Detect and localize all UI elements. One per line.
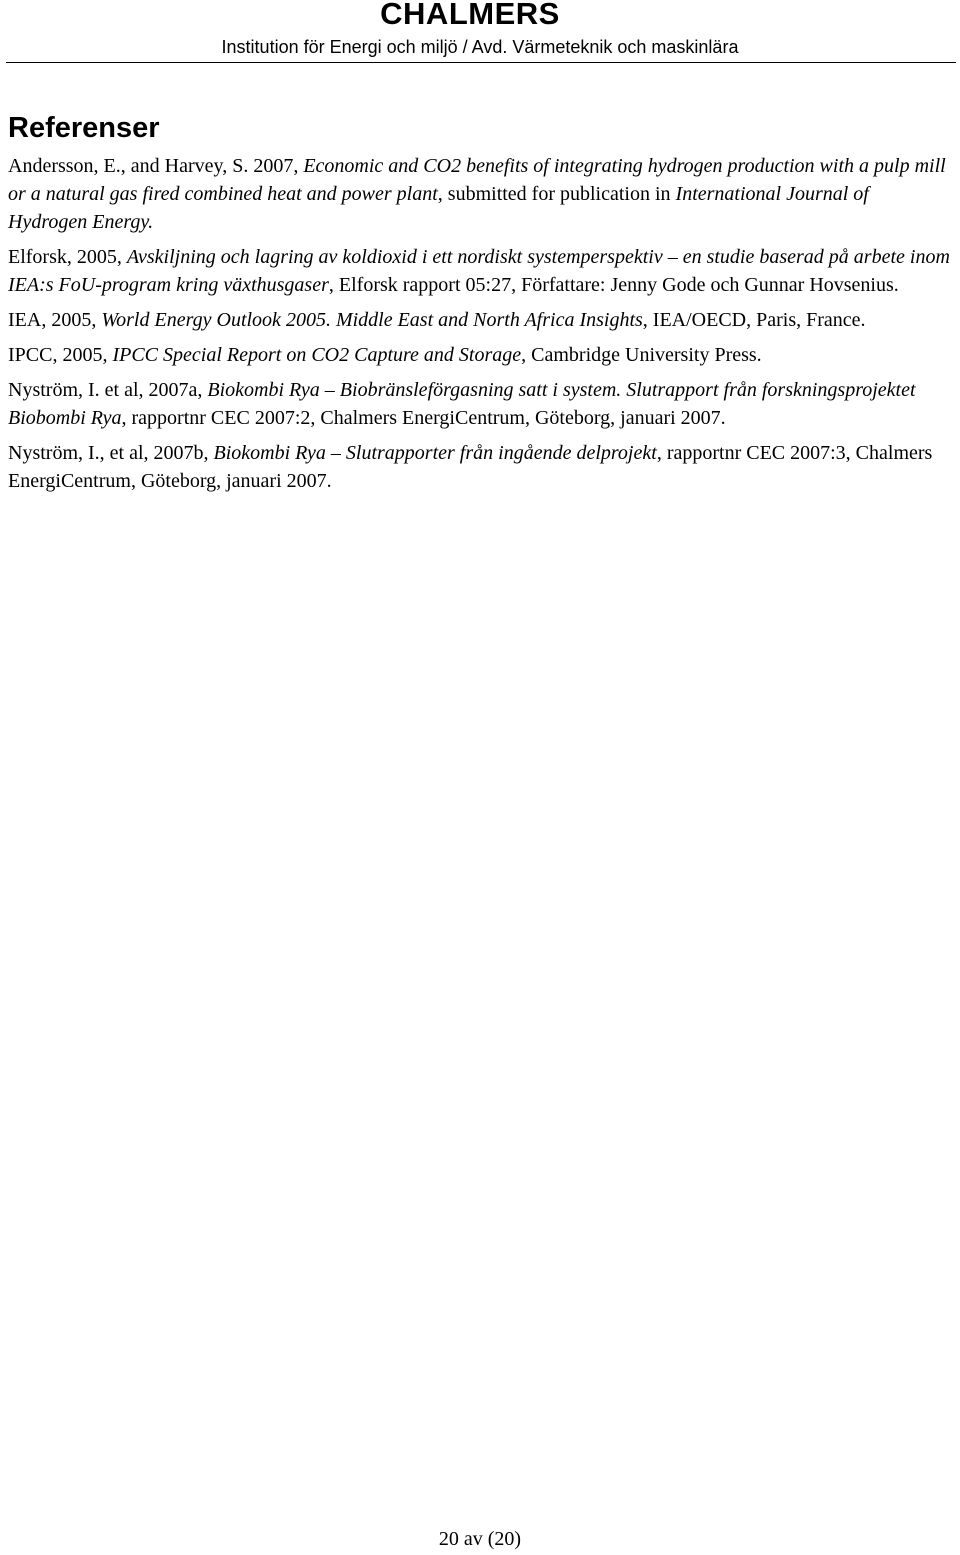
chalmers-logo: CHALMERS	[380, 0, 560, 31]
reference-title: Biokombi Rya – Slutrapporter från ingående delprojekt	[213, 442, 657, 464]
references-section	[8, 108, 952, 495]
reference-title: Avskiljning och lagring av koldioxid i ett nordiskt systemperspektiv – en studie baserad på arbete inom IEA:s FoU-program kring växthusgaser	[8, 246, 950, 296]
reference-details: , rapportnr CEC 2007:2, Chalmers EnergiCentrum, Göteborg, januari 2007.	[121, 407, 726, 429]
reference-title: World Energy Outlook 2005. Middle East and North Africa Insights	[101, 309, 643, 331]
reference-authors: Nyström, I., et al, 2007b,	[8, 442, 214, 464]
reference-authors: Elforsk, 2005,	[8, 246, 127, 268]
reference-details: , IEA/OECD, Paris, France.	[642, 309, 866, 331]
department-line: Institution för Energi och miljö / Avd. Värmeteknik och maskinlära	[221, 37, 739, 57]
reference-item	[8, 243, 952, 299]
reference-authors: Andersson, E., and Harvey, S. 2007,	[8, 155, 304, 177]
reference-authors: IEA, 2005,	[8, 309, 102, 331]
reference-item	[8, 152, 952, 236]
reference-details: , Cambridge University Press.	[521, 344, 762, 366]
section-title: Referenser	[8, 112, 160, 144]
reference-details: , Elforsk rapport 05:27, Författare: Jenny Gode och Gunnar Hovsenius.	[328, 274, 899, 296]
reference-details: , rapportnr CEC 2007:3, Chalmers EnergiCentrum, Göteborg, januari 2007.	[8, 442, 933, 492]
reference-item	[8, 306, 952, 334]
reference-title: Biokombi Rya – Biobränsleförgasning satt i system. Slutrapport från forskningsprojektet Biobombi Rya	[8, 379, 916, 429]
reference-authors: Nyström, I. et al, 2007a,	[8, 379, 208, 401]
reference-item	[8, 376, 952, 432]
reference-journal: International Journal of Hydrogen Energy.	[8, 183, 869, 233]
reference-item	[8, 439, 952, 495]
reference-item	[8, 341, 952, 369]
reference-title: Economic and CO2 benefits of integrating hydrogen production with a pulp mill or a natural gas fired combined heat and power plant	[8, 155, 946, 205]
page-number: 20 av (20)	[438, 1528, 522, 1550]
reference-title: IPCC Special Report on CO2 Capture and Storage	[112, 344, 522, 366]
reference-authors: IPCC, 2005,	[8, 344, 113, 366]
header-divider	[6, 62, 956, 63]
reference-details: , submitted for publication in	[437, 183, 676, 205]
